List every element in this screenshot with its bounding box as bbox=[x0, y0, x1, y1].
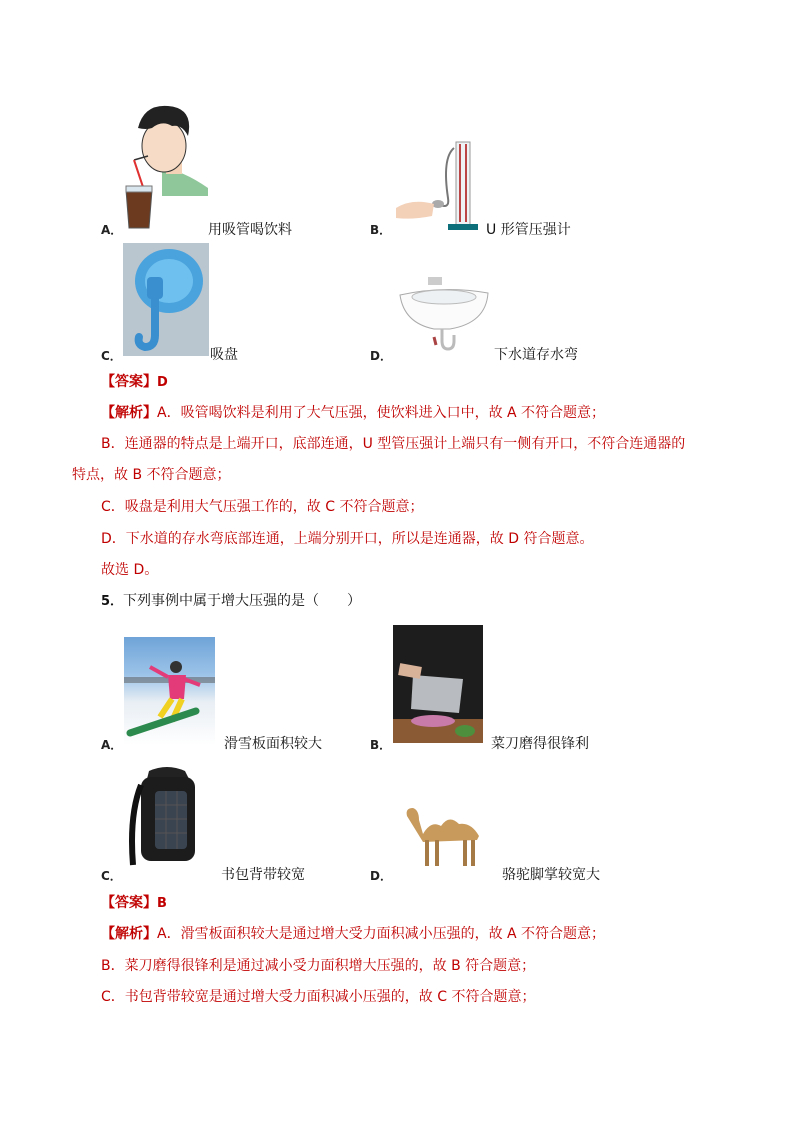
option-caption-a: 用吸管喝饮料 bbox=[208, 222, 292, 238]
q5-analysis-tag: 【解析】 bbox=[101, 926, 157, 942]
q5-analysis-line-c: C．书包背带较宽是通过增大受力面积减小压强的，故 C 不符合题意； bbox=[101, 989, 536, 1005]
q5-option-caption-b: 菜刀磨得很锋利 bbox=[491, 736, 589, 752]
chef-knife-image bbox=[393, 625, 483, 743]
q5-option-caption-a: 滑雪板面积较大 bbox=[224, 736, 322, 752]
q5-answer-tag: 【答案】 bbox=[101, 895, 157, 911]
question-text: 下列事例中属于增大压强的是（ ） bbox=[123, 593, 362, 609]
q5-option-letter-a: A． bbox=[101, 738, 123, 752]
camel-image bbox=[401, 800, 487, 870]
option-letter-c: C． bbox=[101, 349, 122, 363]
answer-value: D bbox=[157, 375, 168, 390]
q5-option-letter-c: C． bbox=[101, 869, 122, 883]
q5-option-caption-c: 书包背带较宽 bbox=[221, 867, 305, 883]
q5-answer-line bbox=[101, 892, 167, 912]
analysis-line-a: 【解析】A．吸管喝饮料是利用了大气压强，使饮料进入口中，故 A 不符合题意； bbox=[101, 405, 606, 421]
answer-line bbox=[101, 371, 168, 391]
q5-analysis-line-b: B．菜刀磨得很锋利是通过减小受力面积增大压强的，故 B 符合题意； bbox=[101, 958, 536, 974]
u-tube-manometer-image bbox=[392, 138, 490, 234]
sink-drain-trap-image bbox=[398, 275, 490, 359]
option-caption-b: U 形管压强计 bbox=[486, 222, 571, 238]
option-letter-d: D． bbox=[370, 349, 392, 363]
backpack-image bbox=[125, 765, 207, 869]
q5-answer-value: B bbox=[157, 896, 167, 911]
suction-cup-hook-image bbox=[123, 243, 209, 356]
analysis-line-d: D．下水道的存水弯底部连通，上端分别开口，所以是连通器，故 D 符合题意。 bbox=[101, 531, 594, 547]
analysis-line-b-cont: 特点，故 B 不符合题意； bbox=[72, 467, 231, 483]
analysis-line-c: C．吸盘是利用大气压强工作的，故 C 不符合题意； bbox=[101, 499, 424, 515]
option-letter-a: A． bbox=[101, 223, 123, 237]
boy-drinking-straw-image bbox=[122, 98, 210, 232]
option-caption-d: 下水道存水弯 bbox=[494, 347, 578, 363]
question-5-stem bbox=[101, 590, 361, 610]
q5-option-caption-d: 骆驼脚掌较宽大 bbox=[502, 867, 600, 883]
q5-analysis-line-a: 【解析】A．滑雪板面积较大是通过增大受力面积减小压强的，故 A 不符合题意； bbox=[101, 926, 606, 942]
question-number: 5． bbox=[101, 594, 124, 609]
q5-option-letter-d: D． bbox=[370, 869, 392, 883]
q5-option-letter-b: B． bbox=[370, 738, 392, 752]
analysis-tag: 【解析】 bbox=[101, 405, 157, 421]
option-letter-b: B． bbox=[370, 223, 392, 237]
conclusion-line: 故选 D。 bbox=[101, 562, 159, 578]
answer-tag: 【答案】 bbox=[101, 374, 157, 390]
option-caption-c: 吸盘 bbox=[210, 347, 238, 363]
analysis-line-b: B．连通器的特点是上端开口，底部连通，U 型管压强计上端只有一侧有开口，不符合连通器的 bbox=[101, 436, 686, 452]
snowboarder-image bbox=[124, 637, 215, 745]
